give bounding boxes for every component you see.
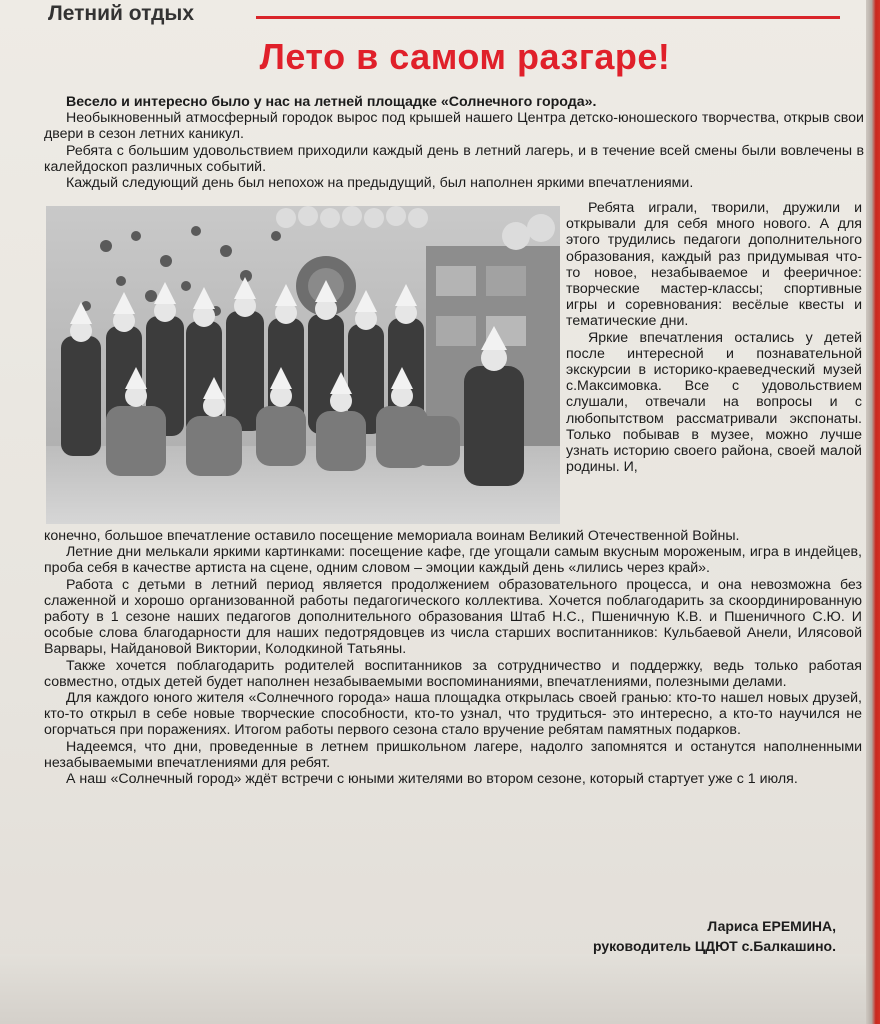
- paragraph: Необыкновенный атмосферный городок вырос под крышей нашего Центра детско-юношеского творчества, открыв свои двери в сезон летних каникул.: [44, 110, 864, 143]
- paragraph: Надеемся, что дни, проведенные в летнем пришкольном лагере, надолго запомнятся и останутся наполненными незабываемыми впечатлениями для ребят.: [44, 738, 862, 771]
- paragraph: Каждый следующий день был непохож на предыдущий, был наполнен яркими впечатлениями.: [66, 175, 694, 192]
- paragraph: конечно, большое впечатление оставило посещение мемориала воинам Великий Отечественной Войны.: [44, 528, 740, 544]
- section-rubric: Летний отдых: [48, 2, 195, 25]
- paragraph: Летние дни мелькали яркими картинками: посещение кафе, где угощали самым вкусным мороженым, игра в индейцев, проба себя в качестве артиста на сцене, одним словом – эмоции каждый день «лились через край».: [44, 544, 862, 577]
- paragraph: Также хочется поблагодарить родителей воспитанников за сотрудничество и поддержку, ведь только работая совместно, отдых детей будет наполнен незабываемыми воспоминаниями, впечатлениями, полезными делами.: [44, 657, 862, 690]
- article-headline: Лето в самом разгаре!: [259, 36, 671, 77]
- author-name: Лариса ЕРЕМИНА,: [707, 918, 836, 934]
- group-photo-image: [46, 206, 560, 524]
- paragraph: Ребята с большим удовольствием приходили каждый день в летний лагерь, и в течение всей смены были вовлечены в калейдоскоп различных событий.: [44, 142, 864, 175]
- paragraph: А наш «Солнечный город» ждёт встречи с юными жителями во втором сезоне, который стартует уже с 1 июля.: [66, 771, 798, 788]
- lead-paragraph: Весело и интересно было у нас на летней площадке «Солнечного города».: [66, 94, 597, 110]
- rubric-divider: [256, 16, 840, 19]
- author-signature: [593, 916, 836, 956]
- paragraph: Ребята играли, творили, дружили и открывали для себя много нового. А для этого трудились педагоги дополнительного образования, каждый раз придумывая что-то новое, незабываемое и фееричное: творческие мастер-классы; спортивные игры и соревнования: весёлые квесты и тематические дни.: [566, 200, 862, 330]
- paragraph: Для каждого юного жителя «Солнечного города» наша площадка открылась своей гранью: кто-то нашел новых друзей, кто-то открыл в себе новые творческие способности, кто-то узнал, что трудиться- это интересно, а кто-то научился не огорчаться при поражениях. Итогом работы первого сезона стало вручение ребятам памятных подарков.: [44, 690, 862, 739]
- page-edge: [866, 0, 880, 1024]
- intro-text: [44, 94, 864, 191]
- main-column-text: [44, 528, 862, 787]
- side-column-text: [566, 200, 862, 475]
- page-bottom-margin: [0, 954, 866, 1024]
- author-position: руководитель ЦДЮТ с.Балкашино.: [593, 938, 836, 954]
- group-photo: [46, 206, 560, 524]
- paragraph: Яркие впечатления остались у детей после интересной и познавательной экскурсии в историко-краеведческий музей с.Максимовка. Все с удовольствием слушали, отвечали на вопросы и с любопытством рассматривали экспонаты. Только побывав в музее, можно лучше узнать историю своего района, своей малой родины. И,: [566, 329, 862, 476]
- paragraph: Работа с детьми в летний период является продолжением образовательного процесса, и она невозможна без слаженной и хорошо организованной работы педагогического коллектива. Хочется поблагодарить за скоординированную работу в 1 сезоне наших педагогов дополнительного образования Штаб Н.С., Пшеничную К.В. и Пшеничного С.Ю. И особые слова благодарности для наших педотрядовцев из числа старших воспитанников: Кульбаевой Анели, Илясовой Варвары, Найдановой Виктории, Колодкиной Татьяны.: [44, 576, 862, 658]
